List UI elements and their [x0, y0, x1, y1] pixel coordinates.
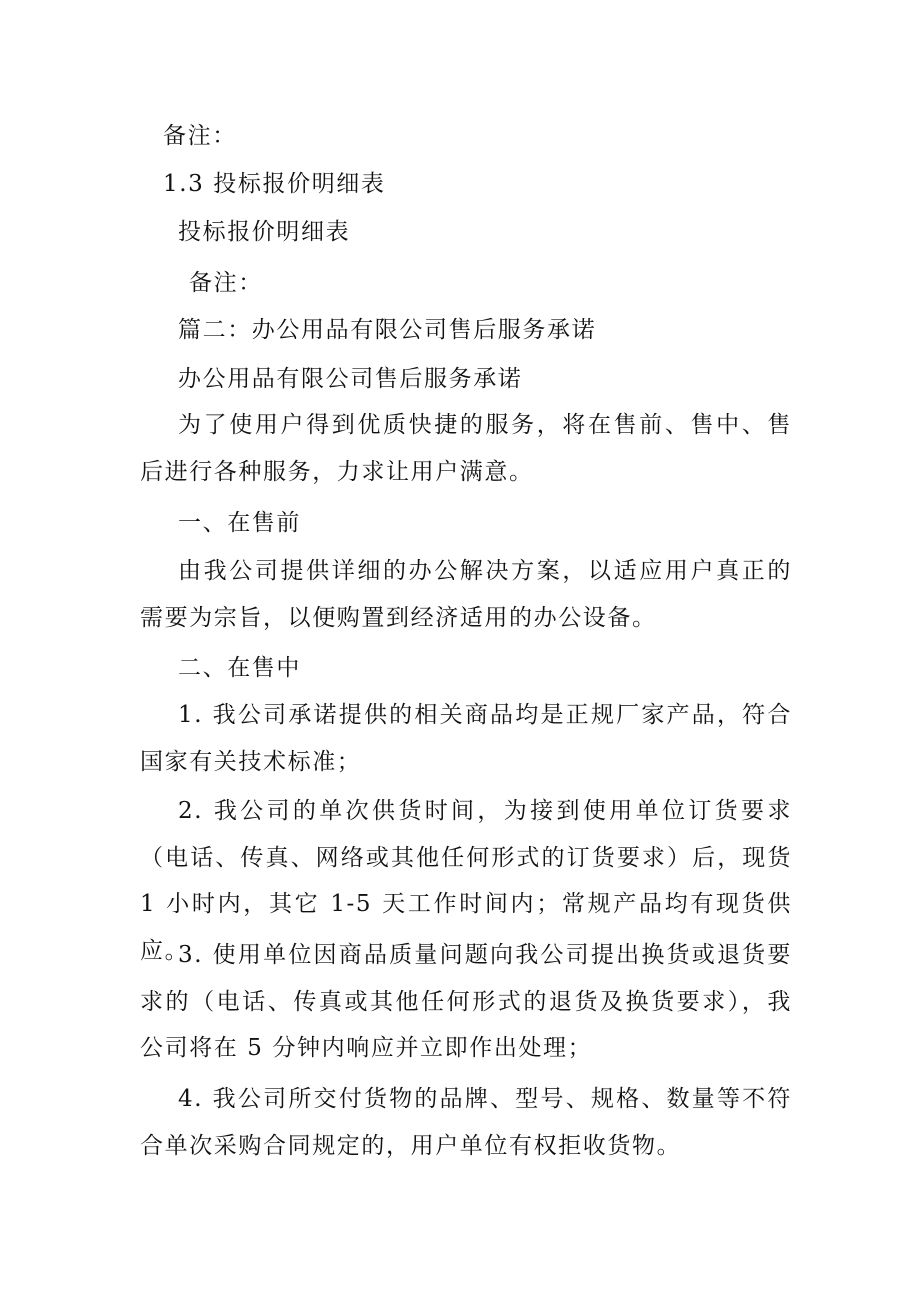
section-heading-1-3: 1.3 投标报价明细表 [163, 171, 386, 197]
intro-paragraph: 为了使用户得到优质快捷的服务，将在售前、售中、售后进行各种服务，力求让用户满意。 [140, 412, 792, 485]
table-title: 投标报价明细表 [178, 219, 351, 245]
note-label-1: 备注： [163, 123, 237, 149]
clause-2: 2. 我公司的单次供货时间，为接到使用单位订货要求（电话、传真、网络或其他任何形式的订货要求）后，现货 1 小时内，其它 1-5 天工作时间内；常规产品均有现货供应。 [140, 798, 792, 964]
clause-1: 1. 我公司承诺提供的相关商品均是正规厂家产品，符合国家有关技术标准； [140, 702, 792, 775]
pre-sale-paragraph: 由我公司提供详细的办公解决方案，以适应用户真正的需要为宗旨，以便购置到经济适用的办公设备。 [140, 558, 792, 631]
in-sale-heading: 二、在售中 [178, 655, 301, 681]
chapter-heading: 篇二：办公用品有限公司售后服务承诺 [178, 317, 597, 343]
clause-4: 4. 我公司所交付货物的品牌、型号、规格、数量等不符合单次采购合同规定的，用户单位有权拒收货物。 [140, 1086, 792, 1159]
note-label-2: 备注： [189, 270, 263, 296]
pre-sale-heading: 一、在售前 [178, 510, 301, 536]
document-title: 办公用品有限公司售后服务承诺 [178, 366, 523, 392]
clause-3: 3. 使用单位因商品质量问题向我公司提出换货或退货要求的（电话、传真或其他任何形式的退货及换货要求），我公司将在 5 分钟内响应并立即作出处理； [140, 942, 792, 1061]
